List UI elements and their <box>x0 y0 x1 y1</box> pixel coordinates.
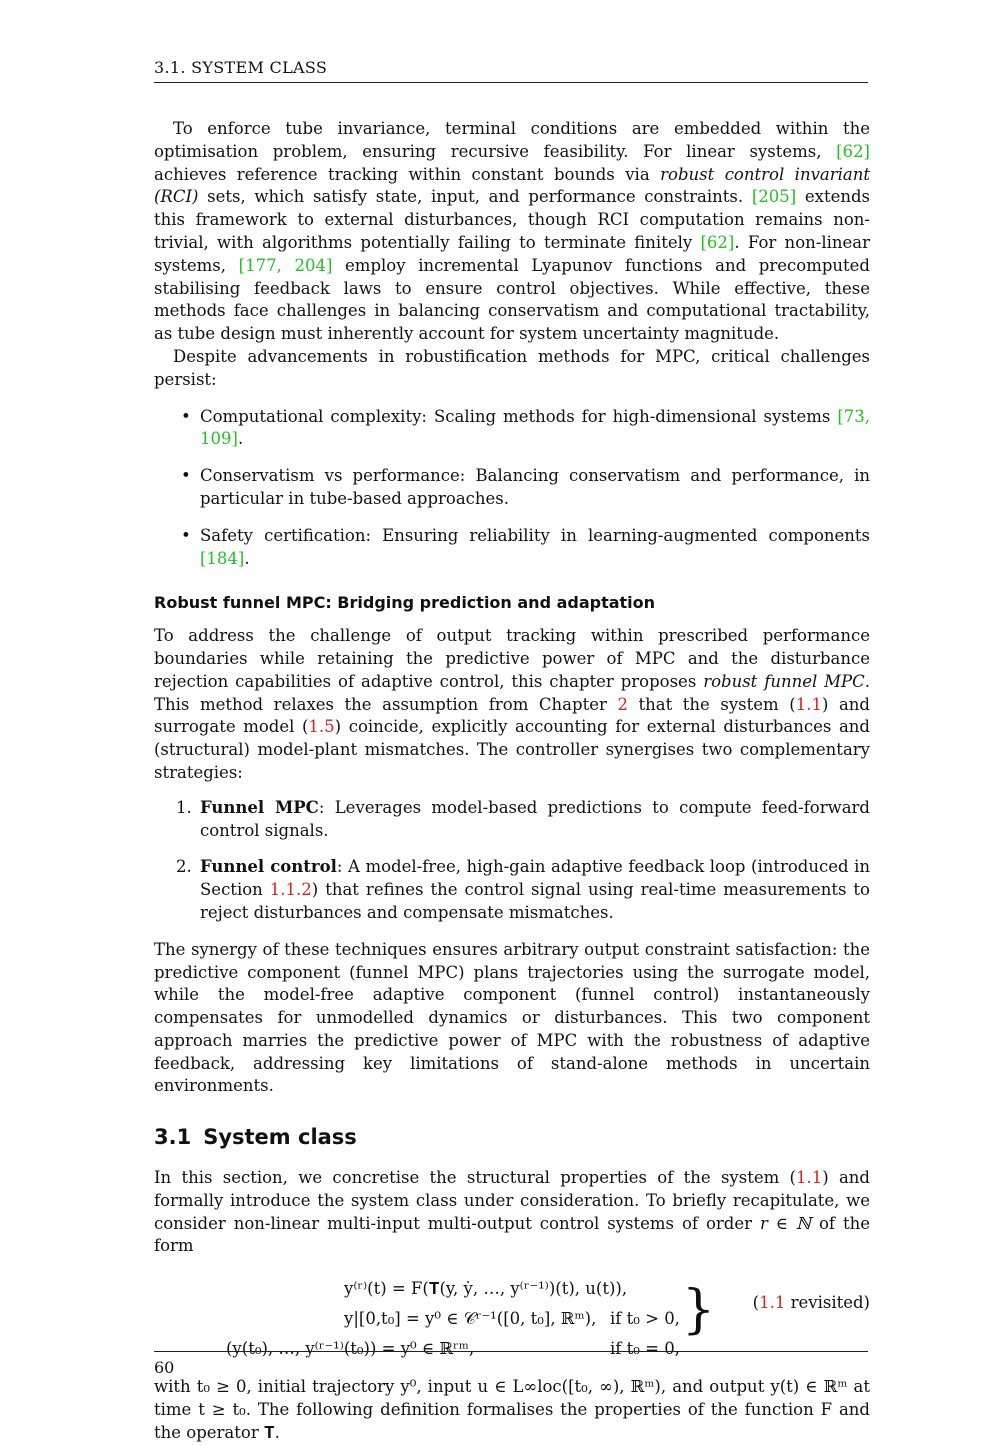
text-span: . For non-linear systems, <box>154 232 870 275</box>
list-item-text: Computational complexity: Scaling methods for high-dimensional systems <box>200 406 838 426</box>
challenge-list <box>154 406 870 571</box>
text-span: In this section, we concretise the structural properties of the system ( <box>154 1168 796 1188</box>
running-header: 3.1. SYSTEM CLASS <box>154 58 868 83</box>
text-span: that the system ( <box>627 694 796 714</box>
equation-condition-2: if t₀ > 0, <box>610 1309 680 1329</box>
equation-tag: (1.1 revisited) <box>752 1293 870 1313</box>
text-span: achieves reference tracking within constant bounds via <box>154 164 661 184</box>
text-span: of the form <box>154 1213 870 1256</box>
list-item <box>154 797 870 843</box>
paragraph-initial-conditions: with t₀ ≥ 0, initial trajectory y⁰, input u ∈ L∞loc([t₀, ∞), ℝᵐ), and output y(t) ∈ ℝᵐ at time t ≥ t₀. The following definition formalises the properties of the function F and the operator 𝐓. <box>154 1377 870 1442</box>
equation-condition-3: if t₀ = 0, <box>610 1339 680 1359</box>
equation-ref-link[interactable]: 1.5 <box>308 717 335 737</box>
strategy-list <box>154 797 870 925</box>
text-span: . This method relaxes the assumption from Chapter <box>154 671 871 714</box>
citation-link[interactable]: [73, 109] <box>200 406 870 449</box>
paragraph-system-class <box>154 1167 870 1258</box>
equation-ref-link[interactable]: 1.1 <box>759 1293 786 1313</box>
bullet-mark: • <box>181 466 191 486</box>
text-span: employ incremental Lyapunov functions and precomputed stabilising feedback laws to ensure control objectives. While effective, these methods face challenges in balancing conservatism and computational tractability, as tube design must inherently account for system uncertainty magnitude. <box>154 255 870 344</box>
text-span: sets, which satisfy state, input, and performance constraints. <box>198 187 752 207</box>
citation-link[interactable]: [177, 204] <box>238 255 333 275</box>
citation-link[interactable]: [62] <box>836 141 870 161</box>
text-span: To enforce tube invariance, terminal conditions are embedded within the optimisation problem, ensuring recursive feasibility. For linear systems, <box>154 119 870 161</box>
bullet-mark: • <box>181 406 191 426</box>
list-item-text: : Leverages model-based predictions to compute feed-forward control signals. <box>200 797 870 840</box>
text-span: To address the challenge of output tracking within prescribed performance boundaries while retaining the predictive power of MPC and the disturbance rejection capabilities of adaptive control, this chapter proposes <box>154 626 870 691</box>
list-item-term: Funnel control <box>200 857 337 877</box>
equation-tag-text: revisited) <box>785 1293 870 1313</box>
citation-link[interactable]: [184] <box>200 548 245 568</box>
section-title: System class <box>203 1125 357 1150</box>
paragraph-synergy: The synergy of these techniques ensures arbitrary output constraint satisfaction: the predictive component (funnel MPC) plans trajectories using the surrogate model, while the model-free adaptive component (funnel control) instantaneously compensates for unmodelled dynamics or disturbances. This two component approach marries the predictive power of MPC with the robustness of adaptive feedback, addressing key limitations of stand-alone methods in uncertain environments. <box>154 939 870 1096</box>
footer-divider <box>154 1351 868 1352</box>
paragraph-robust-funnel <box>154 625 870 785</box>
math-inline: r ∈ ℕ <box>759 1213 812 1233</box>
bullet-mark: • <box>181 525 191 545</box>
list-item-text: Conservatism vs performance: Balancing conservatism and performance, in particular in tube-based approaches. <box>200 466 870 508</box>
paragraph-heading: Robust funnel MPC: Bridging prediction and adaptation <box>154 593 656 613</box>
list-item <box>154 406 870 452</box>
text-span: ) that refines the control signal using real-time measurements to reject disturbances and compensate mismatches. <box>200 880 870 922</box>
section-ref-link[interactable]: 1.1.2 <box>269 880 312 900</box>
list-item-term: Funnel MPC <box>200 797 319 817</box>
text-span: ) and surrogate model ( <box>154 694 870 737</box>
text-span: . <box>244 548 250 568</box>
equation-line-1: y⁽ʳ⁾(t) = F(𝐓(y, ẏ, …, y⁽ʳ⁻¹⁾)(t), u(t)), <box>344 1279 628 1299</box>
page-number: 60 <box>154 1358 175 1377</box>
list-item <box>154 465 870 511</box>
text-span: ) coincide, explicitly accounting for external disturbances and (structural) model-plant mismatches. The controller synergises two complementary strategies: <box>154 717 870 782</box>
section-heading <box>154 1126 870 1149</box>
list-number: 1. <box>176 797 192 817</box>
emphasis-robust-funnel: robust funnel MPC <box>703 671 865 691</box>
equation-brace: } <box>682 1280 716 1341</box>
list-item <box>154 856 870 924</box>
citation-link[interactable]: [62] <box>700 232 735 252</box>
text-span: ) and formally introduce the system class under consideration. To briefly recapitulate, we consider non-linear multi-input multi-output control systems of order <box>154 1168 870 1233</box>
page-body <box>154 118 870 1445</box>
list-item-text: : A model-free, high-gain adaptive feedback loop (introduced in Section <box>200 857 871 900</box>
text-span: . <box>237 429 244 449</box>
chapter-ref-link[interactable]: 2 <box>617 694 628 714</box>
equation-ref-link[interactable]: 1.1 <box>795 694 822 714</box>
citation-link[interactable]: [205] <box>751 187 797 207</box>
equation-line-2: y|[0,t₀] = y⁰ ∈ 𝒞ʳ⁻¹([0, t₀], ℝᵐ), <box>344 1309 597 1329</box>
paragraph-challenges: Despite advancements in robustification methods for MPC, critical challenges persist: <box>154 346 870 389</box>
list-number: 2. <box>176 857 192 877</box>
section-number: 3.1 <box>154 1125 192 1150</box>
equation-line-3: (y(t₀), …, y⁽ʳ⁻¹⁾(t₀)) = y⁰ ∈ ℝʳᵐ, <box>226 1339 475 1359</box>
list-item <box>154 525 870 571</box>
paragraph-tube-invariance <box>154 118 870 346</box>
list-item-text: Safety certification: Ensuring reliability in learning-augmented components <box>200 525 870 545</box>
emphasis-rci: robust control invariant (RCI) <box>154 164 870 207</box>
text-span: extends this framework to external disturbances, though RCI computation remains non-trivial, with algorithms potentially failing to terminate finitely <box>154 187 871 252</box>
equation-ref-link[interactable]: 1.1 <box>795 1168 823 1188</box>
